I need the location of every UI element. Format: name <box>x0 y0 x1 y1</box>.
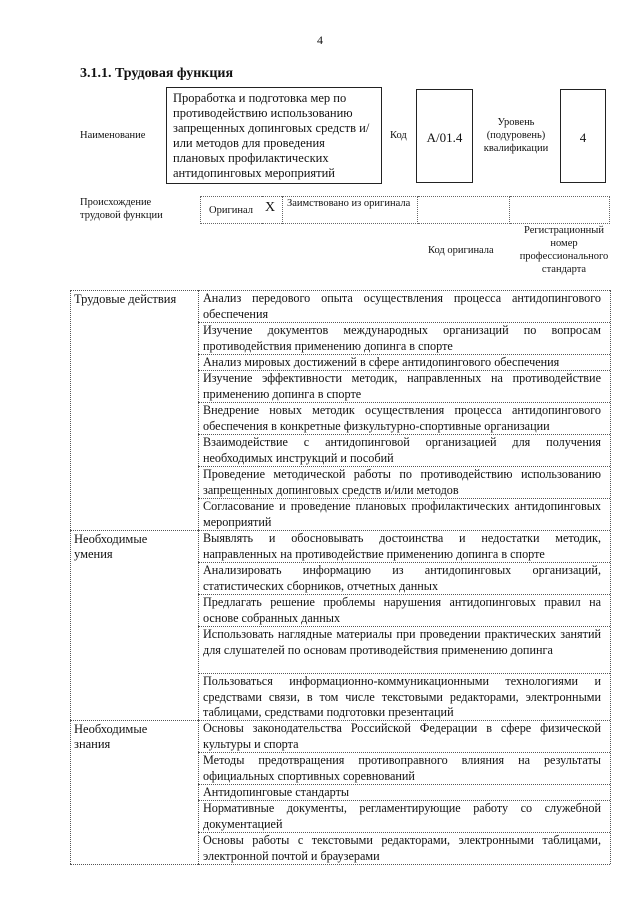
section-title: 3.1.1. Трудовая функция <box>80 66 234 81</box>
table-row-item: Основы законодательства Российской Федерации в сфере физической культуры и спорта <box>203 721 601 751</box>
page-number: 4 <box>317 33 323 47</box>
reg-number-cell <box>510 196 610 224</box>
table-row-item: Проведение методической работы по противодействию использованию запрещенных допинговых средств и/или методов <box>203 467 601 497</box>
level-value: 4 <box>579 130 587 145</box>
original-mark: X <box>262 196 282 224</box>
borrowed-label: Заимствовано из оригинала <box>282 196 418 224</box>
table-row-item: Изучение эффективности методик, направленных на противодействие применению допинга в спорте <box>203 371 601 401</box>
table-row-item: Согласование и проведение плановых профилактических антидопинговых мероприятий <box>203 499 601 529</box>
name-value: Проработка и подготовка мер по противодействию использованию запрещенных допинговых средств и/или методов для проведения плановых профилактических антидопинговых мероприятий <box>166 87 382 184</box>
table-row-item: Анализировать информацию из антидопинговых организаций, статистических сборников, отчетных данных <box>203 563 601 593</box>
section-divider <box>70 864 610 865</box>
code-value: A/01.4 <box>426 130 463 145</box>
table-row-item: Анализ мировых достижений в сфере антидопингового обеспечения <box>203 355 560 369</box>
origin-code-cell <box>418 196 510 224</box>
origin-row <box>200 196 610 224</box>
reg-number-label: Регистрационный номер профессионального стандарта <box>519 225 609 275</box>
table-row-item: Внедрение новых методик осуществления процесса антидопингового обеспечения в конкретные физкультурно-спортивные организации <box>203 403 601 433</box>
table-row-item: Анализ передового опыта осуществления процесса антидопингового обеспечения <box>203 291 601 321</box>
table-row-item: Предлагать решение проблемы нарушения антидопинговых правил на основе собранных данных <box>203 595 601 625</box>
table-top-border <box>70 290 610 291</box>
table-row-item: Взаимодействие с антидопинговой организацией для получения необходимых инструкций и пособий <box>203 435 601 465</box>
table-row-item: Основы работы с текстовыми редакторами, электронными таблицами, электронной почтой и браузерами <box>203 833 601 863</box>
level-box <box>560 89 606 183</box>
table-row-item: Методы предотвращения противоправного влияния на результаты официальных спортивных соревнований <box>203 753 601 783</box>
table-side-border <box>610 290 611 864</box>
origin-label: Происхождение трудовой функции <box>80 197 163 221</box>
table-row-item: Выявлять и обосновывать достоинства и недостатки методик, направленных на противодействие применению допинга в спорте <box>203 531 601 561</box>
table-row-item: Пользоваться информационно-коммуникационными технологиями и средствами связи, в том числе текстовыми редакторами, электронными таблицами, средствами подготовки презентаций <box>203 674 601 719</box>
section-title-2: Необходимые знания <box>74 722 148 751</box>
code-box <box>416 89 473 183</box>
table-side-border <box>70 290 71 864</box>
name-label: Наименование <box>80 130 146 141</box>
original-label: Оригинал <box>200 196 262 224</box>
column-divider <box>198 290 199 864</box>
section-title-0: Трудовые действия <box>74 292 177 306</box>
table-row-item: Нормативные документы, регламентирующие работу со служебной документацией <box>203 801 601 831</box>
level-label: Уровень (подуровень) квалификации <box>483 117 549 154</box>
origin-code-label: Код оригинала <box>428 245 494 256</box>
table-row-item: Изучение документов международных организаций по вопросам противодействия применению допинга в спорте <box>203 323 601 353</box>
code-label: Код <box>390 130 407 141</box>
table-row-item: Антидопинговые стандарты <box>203 785 350 799</box>
requirements-table <box>70 290 610 863</box>
section-title-1: Необходимые умения <box>74 532 148 561</box>
table-row-item: Использовать наглядные материалы при проведении практических занятий для слушателей по основам противодействия применению допинга <box>203 627 601 657</box>
